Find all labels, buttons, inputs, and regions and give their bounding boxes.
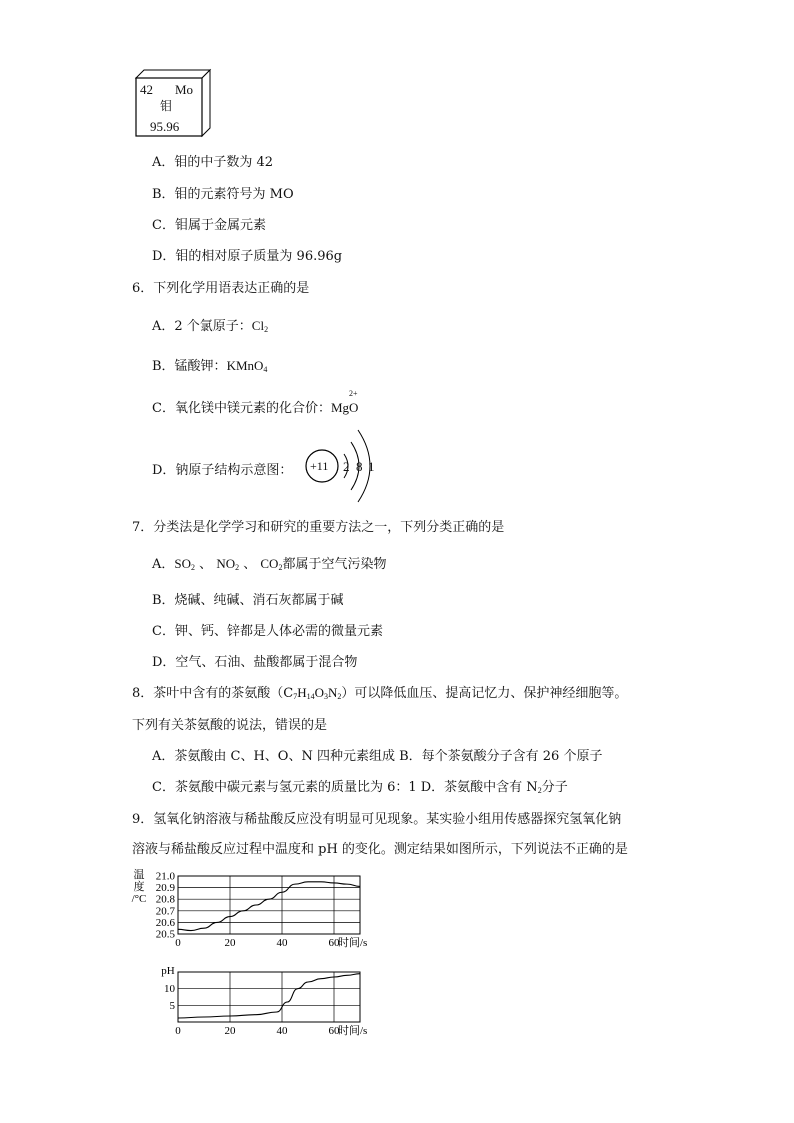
q7-option-b: B．烧碱、纯碱、消石灰都属于碱 bbox=[152, 593, 344, 608]
q6-option-c-charge: 2+ bbox=[349, 389, 358, 398]
element-number: 42 bbox=[140, 82, 153, 97]
ph-chart bbox=[128, 962, 388, 1046]
q6-option-c-label: C．氧化镁中镁元素的化合价： bbox=[152, 401, 331, 416]
q6-option-a bbox=[152, 315, 268, 334]
ph-xtick-label: 0 bbox=[175, 1025, 181, 1037]
ph-ytick-label: 5 bbox=[169, 999, 175, 1012]
q8-sub-h: 14 bbox=[306, 692, 315, 701]
q8-sub-c: 7 bbox=[293, 692, 298, 701]
temp-ytick-label: 21.0 bbox=[155, 870, 175, 883]
ph-series-line bbox=[178, 974, 360, 1018]
temp-frame bbox=[178, 876, 360, 934]
q9-stem-line1: 9．氢氧化钠溶液与稀盐酸反应没有明显可见现象。某实验小组用传感器探究氢氧化钠 bbox=[132, 812, 622, 827]
element-mass: 95.96 bbox=[150, 119, 180, 134]
q8-o: O bbox=[314, 685, 324, 700]
q6-option-c bbox=[152, 397, 358, 416]
temp-ytick-label: 20.8 bbox=[155, 893, 175, 906]
temp-series-line bbox=[178, 882, 360, 931]
q8-options-cd bbox=[152, 776, 568, 795]
q7-option-c: C．钾、钙、锌都是人体必需的微量元素 bbox=[152, 624, 383, 639]
temp-ylabel: 度 bbox=[133, 881, 145, 893]
q5-option-d: D．钼的相对原子质量为 96.96g bbox=[152, 249, 343, 264]
q6-option-a-sub: 2 bbox=[264, 325, 269, 334]
q5-option-a: A．钼的中子数为 42 bbox=[152, 155, 274, 170]
q7-so2-sub: 2 bbox=[191, 563, 196, 572]
temp-xtick-label: 0 bbox=[175, 937, 181, 949]
temp-ytick-label: 20.6 bbox=[155, 916, 175, 929]
q6-option-b-formula: KMnO bbox=[226, 358, 264, 373]
sodium-shell-3: 1 bbox=[368, 459, 375, 474]
element-symbol: Mo bbox=[175, 82, 194, 97]
q7-no2: NO bbox=[216, 556, 236, 571]
q8-options-cd-post: 分子 bbox=[541, 780, 568, 795]
ph-xtick-label: 40 bbox=[276, 1025, 288, 1037]
q7-stem: 7．分类法是化学学习和研究的重要方法之一，下列分类正确的是 bbox=[132, 520, 505, 535]
ph-frame bbox=[178, 972, 360, 1022]
q7-so2: SO bbox=[174, 556, 192, 571]
temperature-chart bbox=[128, 864, 388, 954]
q7-no2-sub: 2 bbox=[235, 563, 240, 572]
temp-ylabel: 温 bbox=[133, 869, 145, 881]
q8-options-ab: A．茶氨酸由 C、H、O、N 四种元素组成 B．每个茶氨酸分子含有 26 个原子 bbox=[152, 749, 603, 764]
q8-stem-post: ）可以降低血压、提高记忆力、保护神经细胞等。 bbox=[341, 686, 628, 701]
q7-option-a-prefix: A． bbox=[152, 557, 175, 572]
q8-options-cd-pre: C．茶氨酸中碳元素与氢元素的质量比为 6：1 D．茶氨酸中含有 N bbox=[152, 780, 538, 795]
q7-co2-sub: 2 bbox=[278, 563, 283, 572]
q8-stem bbox=[132, 682, 627, 701]
q8-n: N bbox=[328, 685, 338, 700]
q6-option-a-formula: Cl bbox=[251, 318, 265, 333]
q6-option-b-label: B．锰酸钾： bbox=[152, 359, 227, 374]
q7-sep-2: 、 bbox=[243, 557, 257, 572]
temp-xtick-label: 20 bbox=[224, 937, 236, 949]
q8-stem-pre: 8．茶叶中含有的茶氨酸（C bbox=[132, 686, 294, 701]
element-name: 钼 bbox=[160, 99, 173, 113]
q7-option-a bbox=[152, 553, 386, 572]
temp-ylabel: /°C bbox=[131, 893, 147, 905]
q6-option-c-formula: MgO bbox=[330, 400, 359, 415]
q6-option-b bbox=[152, 355, 267, 374]
q6-option-b-sub: 4 bbox=[263, 365, 268, 374]
q7-option-a-tail: 都属于空气污染物 bbox=[282, 557, 387, 572]
q7-option-d: D．空气、石油、盐酸都属于混合物 bbox=[152, 655, 358, 670]
q7-co2: CO bbox=[260, 556, 279, 571]
temp-xtick-label: 60 bbox=[328, 937, 340, 949]
q5-option-b: B．钼的元素符号为 MO bbox=[152, 187, 294, 202]
sodium-shell-2: 8 bbox=[356, 459, 363, 474]
q5-option-c: C．钼属于金属元素 bbox=[152, 218, 266, 233]
ph-xtick-label: 60 bbox=[328, 1025, 340, 1037]
q8-h: H bbox=[297, 685, 307, 700]
q8-sub-n: 2 bbox=[337, 692, 342, 701]
temp-ytick-label: 20.7 bbox=[155, 905, 175, 918]
ph-xlabel: 时间/s bbox=[338, 1025, 368, 1037]
sodium-shell-1: 2 bbox=[343, 459, 350, 474]
temp-ytick-label: 20.5 bbox=[155, 928, 175, 941]
ph-ytick-label: 10 bbox=[164, 983, 175, 996]
temp-xtick-label: 40 bbox=[276, 937, 288, 949]
q6-option-a-label: A．2 个氯原子： bbox=[152, 319, 252, 334]
q8-stem-line2: 下列有关茶氨酸的说法，错误的是 bbox=[132, 718, 328, 733]
temp-xlabel: 时间/s bbox=[338, 937, 368, 949]
q7-sep-1: 、 bbox=[199, 557, 213, 572]
q9-stem-line2: 溶液与稀盐酸反应过程中温度和 pH 的变化。测定结果如图所示，下列说法不正确的是 bbox=[132, 842, 628, 857]
sodium-nucleus-label: +11 bbox=[310, 459, 329, 473]
q6-stem: 6．下列化学用语表达正确的是 bbox=[132, 281, 310, 296]
q8-options-cd-sub: 2 bbox=[537, 786, 542, 795]
q8-sub-o: 3 bbox=[324, 692, 328, 701]
q6-option-d-label: D．钠原子结构示意图： bbox=[152, 463, 293, 478]
temp-ytick-label: 20.9 bbox=[155, 882, 175, 895]
ph-ylabel: pH bbox=[161, 965, 175, 977]
ph-xtick-label: 20 bbox=[224, 1025, 236, 1037]
